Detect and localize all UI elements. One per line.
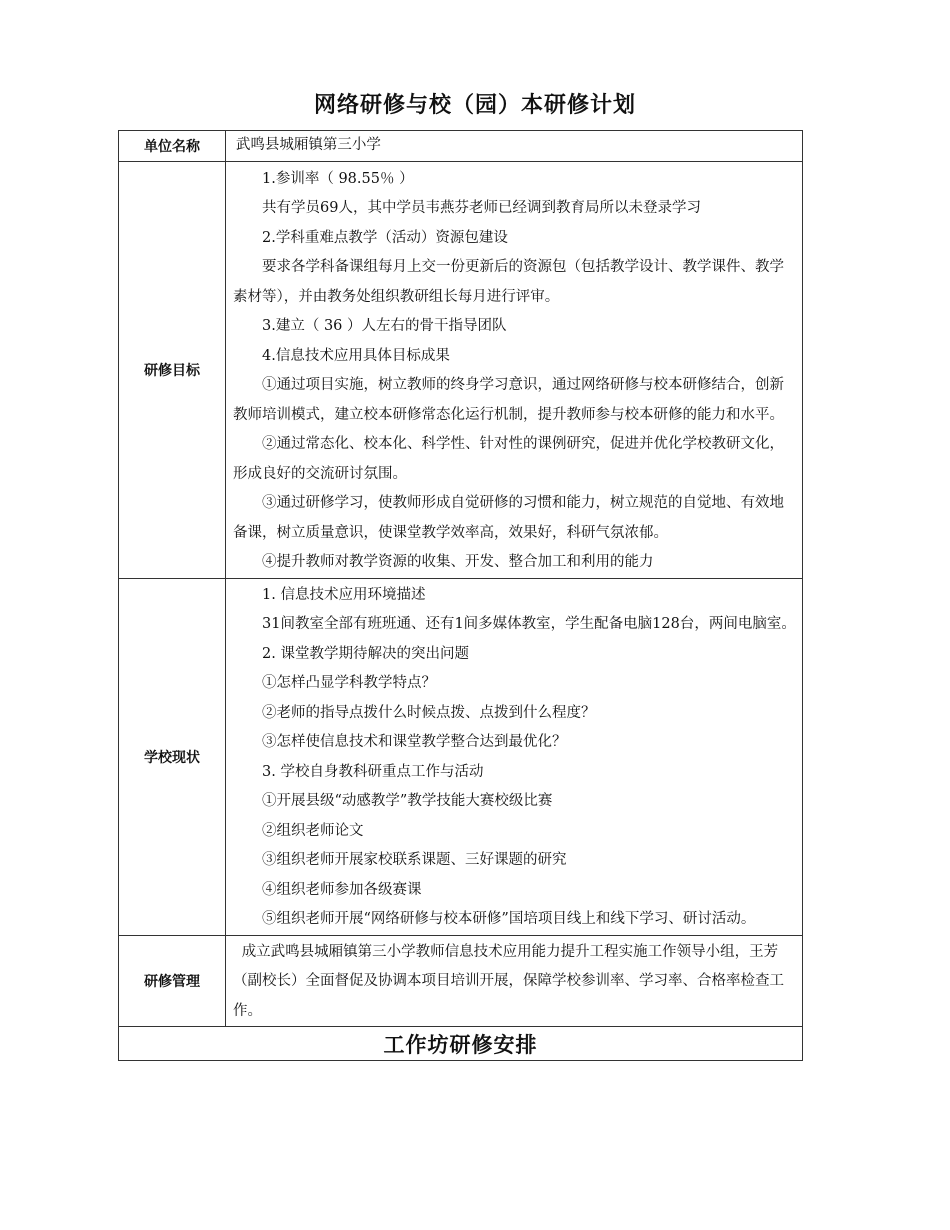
status-content: [226, 578, 803, 935]
goals-paragraph: ④提升教师对教学资源的收集、开发、整合加工和利用的能力: [262, 554, 654, 570]
status-label: 学校现状: [119, 578, 226, 935]
goals-paragraph: 4.信息技术应用具体目标成果: [262, 347, 450, 364]
goals-label: 研修目标: [119, 161, 226, 578]
management-label: 研修管理: [119, 935, 226, 1027]
status-paragraph: 1. 信息技术应用环境描述: [262, 586, 426, 603]
goals-content: [226, 161, 803, 578]
status-paragraph: ①开展县级“动感教学”教学技能大赛校级比赛: [262, 793, 553, 809]
unit-value: 武鸣县城厢镇第三小学: [235, 137, 381, 153]
management-content: [226, 935, 803, 1027]
table-row-section-heading: [119, 1027, 803, 1061]
status-paragraph: ④组织老师参加各级赛课: [262, 881, 422, 898]
goals-paragraph: 1.参训率（ 98.55％ ）: [262, 170, 414, 187]
goals-paragraph: 要求各学科备课组每月上交一份更新后的资源包（包括教学设计、教学课件、教学素材等），并由教务处组织教研组长每月进行评审。: [233, 259, 784, 305]
status-paragraph: ②组织老师论文: [262, 822, 364, 839]
goals-paragraph: 2.学科重难点教学（活动）资源包建设: [262, 229, 508, 246]
goals-paragraph: 3.建立（ 36 ）人左右的骨干指导团队: [262, 318, 507, 334]
goals-paragraph: ③通过研修学习，使教师形成自觉研修的习惯和能力，树立规范的自觉地、有效地备课，树立质量意识，使课堂教学效率高，效果好，科研气氛浓郁。: [233, 495, 784, 541]
page-title: 网络研修与校（园）本研修计划: [313, 93, 636, 118]
goals-paragraph: ①通过项目实施，树立教师的终身学习意识，通过网络研修与校本研修结合，创新教师培训模式，建立校本研修常态化运行机制，提升教师参与校本研修的能力和水平。: [233, 377, 784, 423]
table-row-goals: [119, 161, 803, 578]
management-paragraph: 成立武鸣县城厢镇第三小学教师信息技术应用能力提升工程实施工作领导小组，王芳（副校长）全面督促及协调本项目培训开展，保障学校参训率、学习率、合格率检查工作。: [233, 943, 784, 1019]
status-paragraph: 31间教室全部有班班通、还有1间多媒体教室，学生配备电脑128台，两间电脑室。: [262, 616, 796, 632]
table-row-management: [119, 935, 803, 1027]
status-paragraph: ①怎样凸显学科教学特点？: [262, 675, 436, 691]
unit-label: 单位名称: [119, 131, 226, 162]
unit-value-cell: [226, 131, 803, 162]
status-paragraph: 2. 课堂教学期待解决的突出问题: [262, 645, 469, 662]
status-paragraph: ③怎样使信息技术和课堂教学整合达到最优化？: [262, 734, 567, 750]
section-heading: 工作坊研修安排: [119, 1027, 803, 1061]
status-paragraph: ②老师的指导点拨什么时候点拨、点拨到什么程度？: [262, 704, 596, 721]
plan-table: [118, 130, 803, 1061]
goals-paragraph: ②通过常态化、校本化、科学性、针对性的课例研究，促进并优化学校教研文化，形成良好的交流研讨氛围。: [233, 436, 784, 482]
status-paragraph: ⑤组织老师开展“网络研修与校本研修”国培项目线上和线下学习、研讨活动。: [262, 911, 756, 927]
status-paragraph: ③组织老师开展家校联系课题、三好课题的研究: [262, 852, 567, 868]
status-paragraph: 3. 学校自身教科研重点工作与活动: [262, 763, 484, 780]
table-row-status: [119, 578, 803, 935]
goals-paragraph: 共有学员69人，其中学员韦燕芬老师已经调到教育局所以未登录学习: [262, 200, 701, 216]
table-row-unit: [119, 131, 803, 162]
